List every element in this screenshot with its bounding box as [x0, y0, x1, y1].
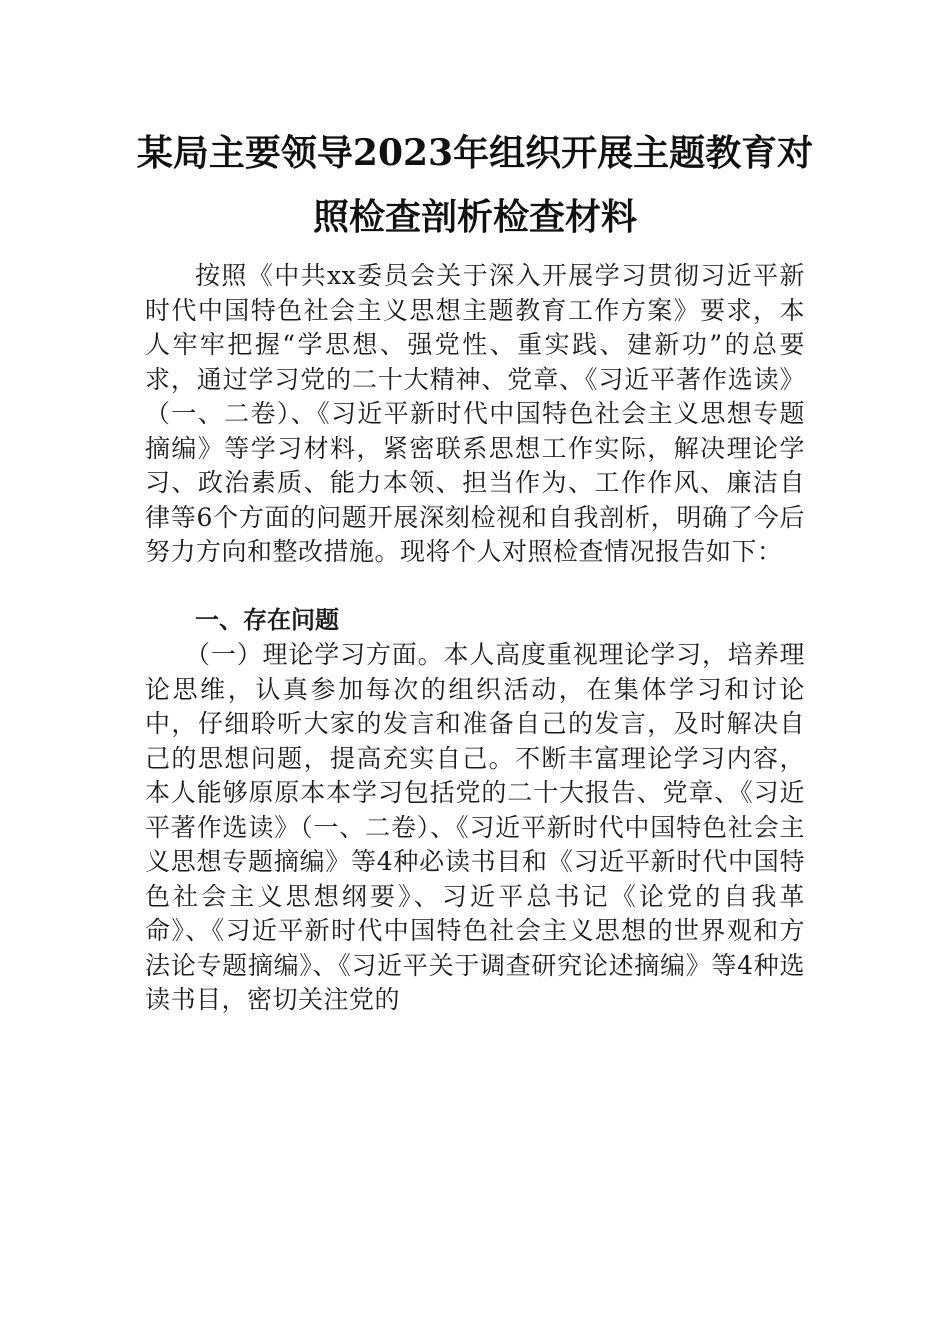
section-heading: 一、存在问题	[195, 606, 339, 634]
section-paragraph: （一）理论学习方面。本人高度重视理论学习，培养理论思维，认真参加每次的组织活动，在集体学习和讨论中，仔细聆听大家的发言和准备自己的发言，及时解决自己的思想问题，提高充实自己。不断丰富理论学习内容，本人能够原原本本学习包括党的二十大报告、党章、《习近平著作选读》（一、二卷）、《习近平新时代中国特色社会主义思想专题摘编》等4种必读书目和《习近平新时代中国特色社会主义思想纲要》、习近平总书记《论党的自我革命》、《习近平新时代中国特色社会主义思想的世界观和方法论专题摘编》、《习近平关于调查研究论述摘编》等4种选读书目，密切关注党的	[145, 640, 805, 1014]
document-title-line-1: 某局主要领导2023年组织开展主题教育对	[136, 132, 814, 174]
document-title-line-2: 照检查剖析检查材料	[312, 196, 637, 238]
intro-paragraph: 按照《中共xx委员会关于深入开展学习贯彻习近平新时代中国特色社会主义思想主题教育工作方案》要求，本人牢牢把握“学思想、强党性、重实践、建新功”的总要求，通过学习党的二十大精神、党章、《习近平著作选读》（一、二卷）、《习近平新时代中国特色社会主义思想专题摘编》等学习材料，紧密联系思想工作实际，解决理论学习、政治素质、能力本领、担当作为、工作作风、廉洁自律等6个方面的问题开展深刻检视和自我剖析，明确了今后努力方向和整改措施。现将个人对照检查情况报告如下：	[145, 261, 805, 566]
